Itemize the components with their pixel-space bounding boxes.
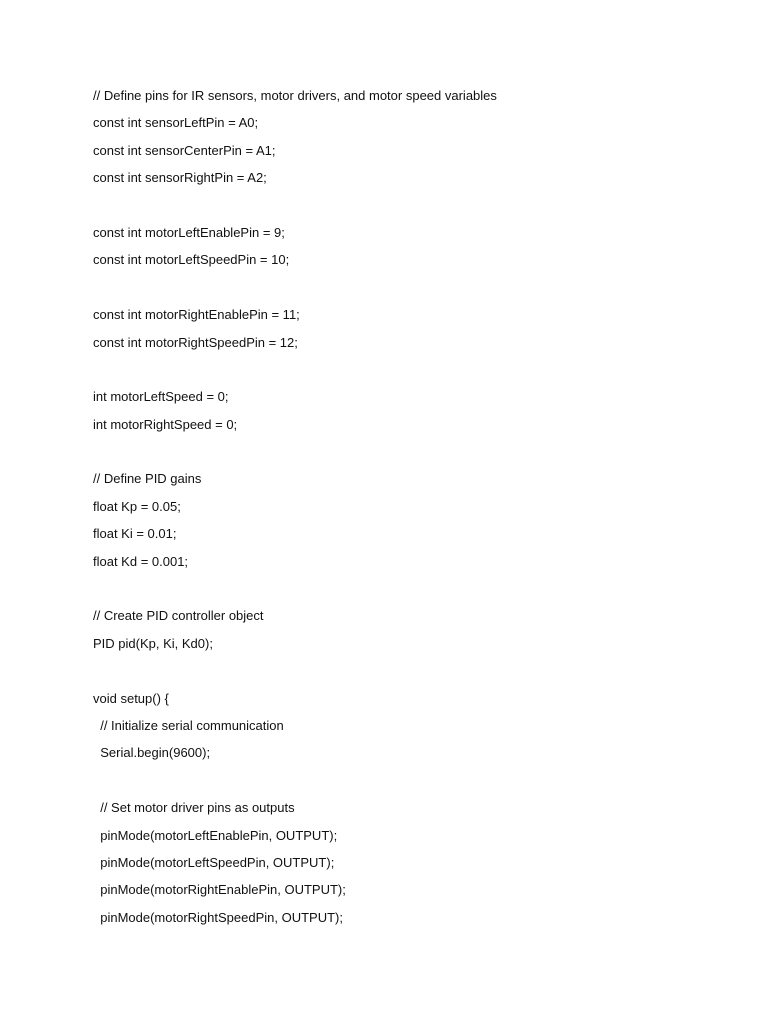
code-line: pinMode(motorLeftSpeedPin, OUTPUT);	[93, 854, 335, 870]
code-line: PID pid(Kp, Ki, Kd0);	[93, 635, 213, 651]
blank-line	[93, 442, 497, 469]
code-line: int motorRightSpeed = 0;	[93, 416, 238, 432]
code-comment-line: // Define PID gains	[93, 471, 202, 487]
code-line: const int sensorLeftPin = A0;	[93, 115, 259, 131]
code-line: const int sensorCenterPin = A1;	[93, 142, 276, 158]
code-line: void setup() {	[93, 690, 169, 706]
code-line: pinMode(motorRightEnablePin, OUTPUT);	[93, 882, 346, 898]
code-comment-line: // Initialize serial communication	[93, 717, 284, 733]
code-line: const int motorLeftEnablePin = 9;	[93, 224, 285, 240]
code-text-block	[93, 86, 497, 935]
code-line: const int sensorRightPin = A2;	[93, 170, 267, 186]
blank-line	[93, 196, 497, 223]
code-line: float Kd = 0.001;	[93, 553, 189, 569]
code-line: pinMode(motorLeftEnablePin, OUTPUT);	[93, 827, 338, 843]
blank-line	[93, 771, 497, 798]
blank-line	[93, 360, 497, 387]
code-line: const int motorRightEnablePin = 11;	[93, 307, 300, 323]
code-line: float Kp = 0.05;	[93, 498, 181, 514]
code-comment-line: // Create PID controller object	[93, 608, 264, 624]
code-line: pinMode(motorRightSpeedPin, OUTPUT);	[93, 909, 343, 925]
blank-line	[93, 579, 497, 606]
code-line: Serial.begin(9600);	[93, 745, 211, 761]
code-line: float Ki = 0.01;	[93, 526, 177, 542]
blank-line	[93, 278, 497, 305]
code-line: int motorLeftSpeed = 0;	[93, 389, 229, 405]
code-line: const int motorLeftSpeedPin = 10;	[93, 252, 290, 268]
code-comment-line: // Set motor driver pins as outputs	[93, 800, 295, 816]
code-line: const int motorRightSpeedPin = 12;	[93, 334, 298, 350]
code-line: // Define pins for IR sensors, motor drivers, and motor speed variables	[93, 88, 497, 103]
blank-line	[93, 661, 497, 688]
